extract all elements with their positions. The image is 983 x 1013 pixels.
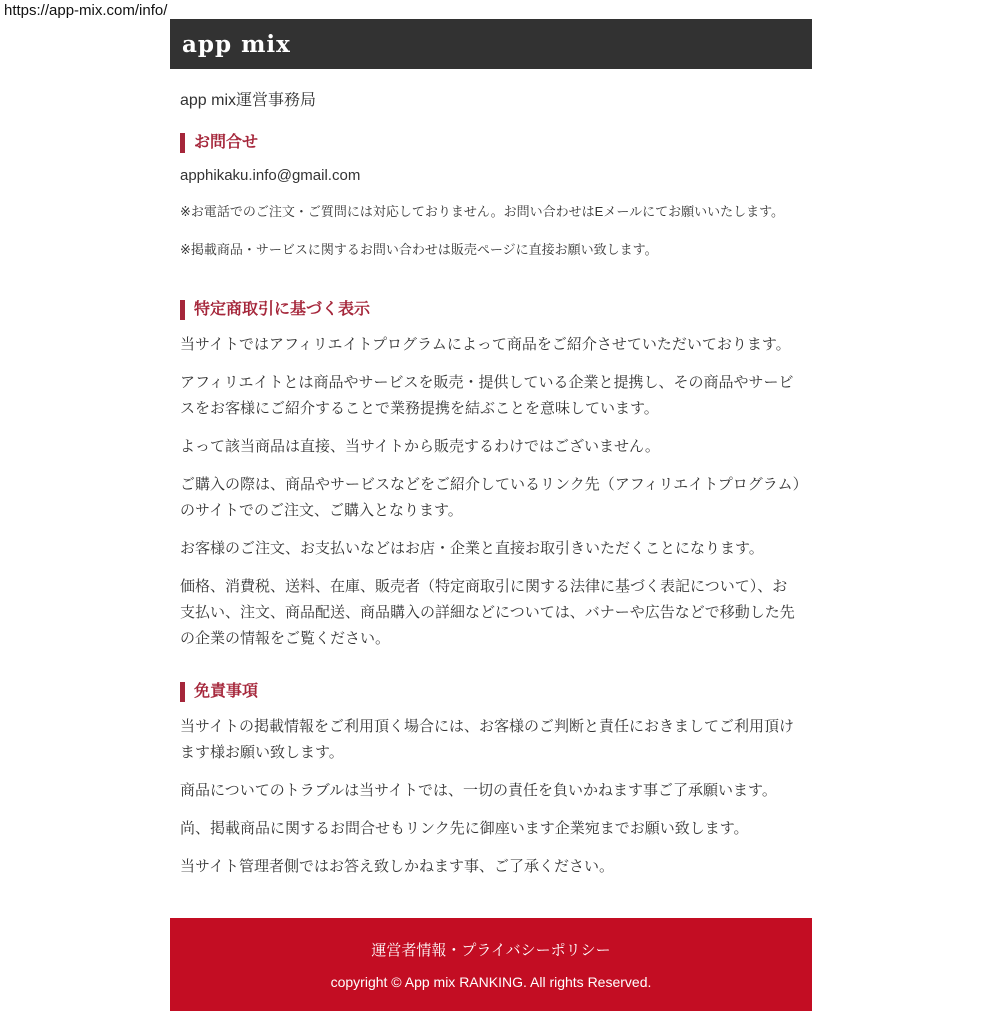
site-title[interactable]: app mix (182, 30, 291, 58)
commerce-paragraph: お客様のご注文、お支払いなどはお店・企業と直接お取引きいただくことになります。 (180, 540, 764, 557)
browser-url: https://app-mix.com/info/ (4, 2, 168, 19)
page-container (170, 19, 812, 1011)
commerce-paragraph: 当サイトではアフィリエイトプログラムによって商品をご紹介させていただいております。 (180, 336, 791, 353)
footer-privacy-link[interactable]: 運営者情報・プライバシーポリシー (371, 942, 611, 959)
commerce-paragraph: よって該当商品は直接、当サイトから販売するわけではございません。 (180, 438, 660, 455)
site-footer (170, 918, 812, 1011)
commerce-paragraph: ご購入の際は、商品やサービスなどをご紹介しているリンク先（アフィリエイトプログラム）のサイトでのご注文、ご購入となります。 (180, 476, 801, 519)
site-header (170, 19, 812, 69)
commerce-paragraph: 価格、消費税、送料、在庫、販売者（特定商取引に関する法律に基づく表記について）、お支払い、注文、商品配送、商品購入の詳細などについては、バナーや広告などで移動した先の企業の情報をご覧ください。 (180, 578, 795, 647)
commerce-paragraph: アフィリエイトとは商品やサービスを販売・提供している企業と提携し、その商品やサービスをお客様にご紹介することで業務提携を結ぶことを意味しています。 (180, 374, 794, 417)
disclaimer-paragraph: 商品についてのトラブルは当サイトでは、一切の責任を負いかねます事ご了承願います。 (180, 782, 777, 799)
contact-note-phone: ※お電話でのご注文・ご質問には対応しておりません。お問い合わせはEメールにてお願いいたします。 (180, 204, 785, 219)
section-heading-contact: お問合せ (180, 133, 802, 153)
disclaimer-paragraph: 当サイトの掲載情報をご利用頂く場合には、お客様のご判断と責任におきましてご利用頂けます様お願い致します。 (180, 718, 794, 761)
copyright-text: copyright © App mix RANKING. All rights Reserved. (330, 974, 652, 990)
contact-email: apphikaku.info@gmail.com (180, 167, 361, 184)
site-operator-label: app mix運営事務局 (180, 92, 317, 109)
section-heading-commerce-law: 特定商取引に基づく表示 (180, 300, 802, 320)
disclaimer-paragraph: 当サイト管理者側ではお答え致しかねます事、ご了承ください。 (180, 858, 614, 875)
section-heading-disclaimer: 免責事項 (180, 682, 802, 702)
main-content (170, 89, 812, 880)
contact-note-products: ※掲載商品・サービスに関するお問い合わせは販売ページに直接お願い致します。 (180, 242, 658, 257)
disclaimer-paragraph: 尚、掲載商品に関するお問合せもリンク先に御座います企業宛までお願い致します。 (180, 820, 749, 837)
